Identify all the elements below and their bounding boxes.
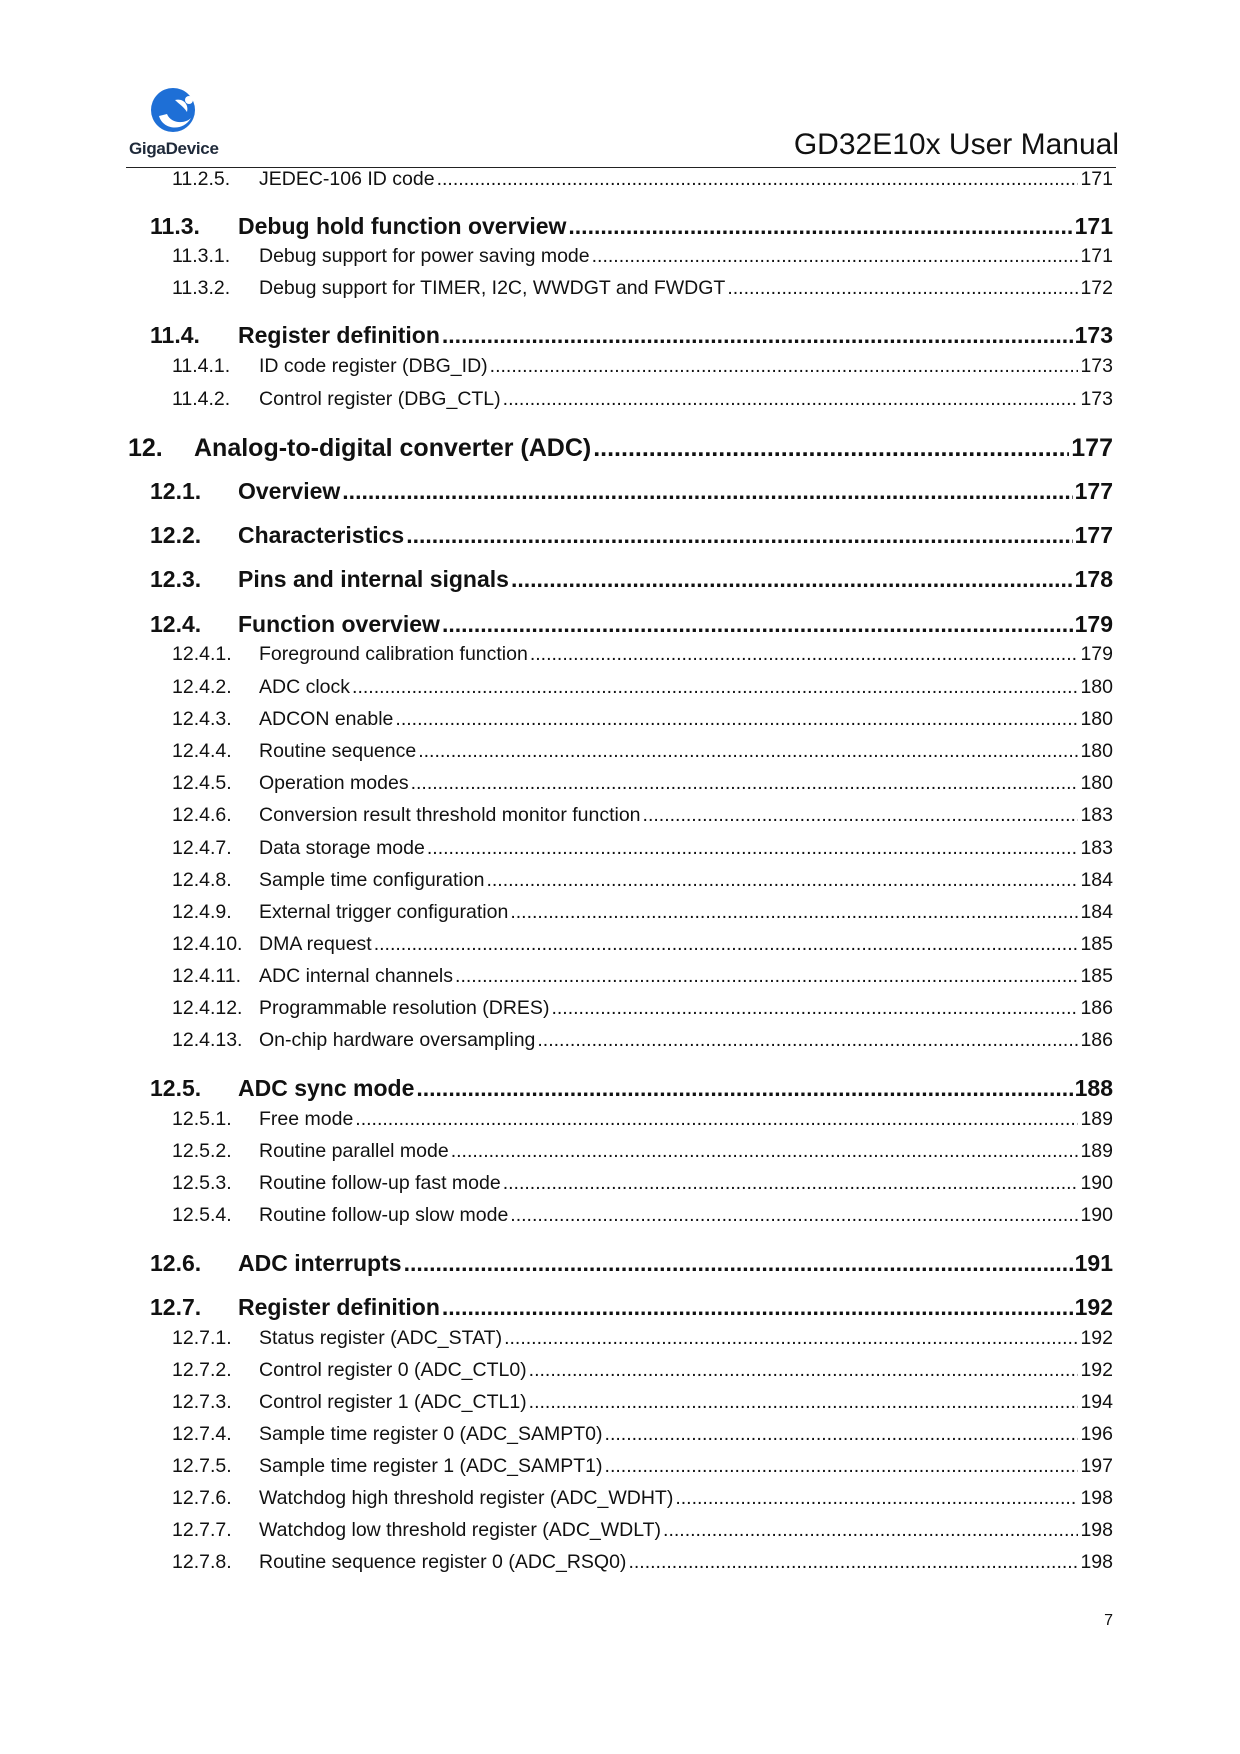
toc-entry[interactable]: [172, 869, 1113, 892]
toc-entry-title: Routine follow-up slow mode: [259, 1204, 509, 1226]
toc-entry-title: Function overview: [238, 611, 440, 637]
toc-entry-number: 11.4.: [150, 322, 200, 348]
toc-leader-dots: [451, 1140, 1079, 1163]
toc-entry-number: 11.3.: [150, 213, 200, 239]
toc-entry-page: 177: [1074, 522, 1113, 548]
toc-entry-page: 180: [1080, 740, 1113, 762]
toc-entry-title: Register definition: [238, 322, 440, 348]
logo-text: GigaDevice: [129, 139, 219, 158]
toc-entry[interactable]: [172, 1204, 1113, 1227]
toc-entry-page: 180: [1080, 708, 1113, 730]
toc-leader-dots: [510, 901, 1078, 924]
toc-entry-page: 186: [1080, 1029, 1113, 1051]
toc-entry-page: 185: [1080, 933, 1113, 955]
toc-entry[interactable]: [172, 1487, 1113, 1510]
toc-entry[interactable]: [172, 965, 1113, 988]
toc-entry-number: 12.7.6.: [172, 1487, 232, 1509]
toc-entry-page: 171: [1080, 168, 1113, 190]
toc-entry-number: 12.4.10.: [172, 933, 243, 955]
toc-leader-dots: [504, 1327, 1078, 1350]
toc-entry-page: 189: [1080, 1140, 1113, 1162]
toc-entry[interactable]: [150, 1250, 1113, 1277]
toc-leader-dots: [486, 869, 1078, 892]
toc-entry-number: 12.5.1.: [172, 1108, 232, 1130]
toc-entry-title: Sample time configuration: [259, 869, 485, 891]
toc-entry-title: Free mode: [259, 1108, 354, 1130]
toc-entry[interactable]: [172, 643, 1113, 666]
toc-entry[interactable]: [172, 837, 1113, 860]
toc-leader-dots: [411, 772, 1079, 795]
document-title: GD32E10x User Manual: [793, 128, 1119, 161]
toc-leader-dots: [442, 611, 1073, 638]
toc-entry[interactable]: [150, 478, 1113, 505]
toc-entry-page: 190: [1080, 1172, 1113, 1194]
toc-entry[interactable]: [172, 933, 1113, 956]
toc-entry-page: 172: [1080, 277, 1113, 299]
toc-entry[interactable]: [172, 355, 1113, 378]
toc-entry-number: 12.: [128, 434, 163, 462]
toc-entry[interactable]: [172, 1455, 1113, 1478]
toc-leader-dots: [511, 566, 1073, 593]
toc-entry-title: Routine sequence register 0 (ADC_RSQ0): [259, 1551, 627, 1573]
toc-entry[interactable]: [172, 388, 1113, 411]
toc-entry-number: 12.7.: [150, 1294, 202, 1320]
toc-entry-page: 197: [1080, 1455, 1113, 1477]
toc-entry[interactable]: [172, 676, 1113, 699]
toc-entry-number: 12.4.6.: [172, 804, 232, 826]
toc-leader-dots: [568, 213, 1072, 240]
toc-entry-number: 11.4.2.: [172, 388, 231, 410]
toc-entry-title: Analog-to-digital converter (ADC): [194, 434, 592, 462]
toc-entry-number: 11.3.1.: [172, 245, 231, 267]
toc-entry-title: Programmable resolution (DRES): [259, 997, 550, 1019]
toc-entry-title: Control register 1 (ADC_CTL1): [259, 1391, 527, 1413]
toc-entry-number: 12.4.13.: [172, 1029, 243, 1051]
toc-entry-number: 11.3.2.: [172, 277, 231, 299]
toc-leader-dots: [605, 1455, 1079, 1478]
toc-leader-dots: [342, 478, 1072, 505]
toc-entry-page: 198: [1080, 1551, 1113, 1573]
toc-entry-title: Control register (DBG_CTL): [259, 388, 501, 410]
toc-entry-title: Pins and internal signals: [238, 566, 509, 592]
toc-entry-title: Routine sequence: [259, 740, 417, 762]
toc-entry-number: 12.5.: [150, 1075, 202, 1101]
toc-entry-page: 173: [1080, 355, 1113, 377]
toc-entry-number: 12.4.2.: [172, 676, 232, 698]
toc-entry[interactable]: [172, 772, 1113, 795]
gigadevice-logo-icon: [149, 86, 201, 136]
toc-leader-dots: [418, 740, 1078, 763]
toc-entry[interactable]: [150, 611, 1113, 638]
toc-entry-title: Sample time register 1 (ADC_SAMPT1): [259, 1455, 603, 1477]
toc-leader-dots: [455, 965, 1078, 988]
toc-entry-page: 171: [1074, 213, 1113, 239]
toc-entry-title: Watchdog low threshold register (ADC_WDLT): [259, 1519, 662, 1541]
toc-entry-number: 11.4.1.: [172, 355, 231, 377]
toc-entry-page: 173: [1074, 322, 1113, 348]
toc-entry-page: 171: [1080, 245, 1113, 267]
toc-entry[interactable]: [150, 566, 1113, 593]
toc-entry-page: 184: [1080, 869, 1113, 891]
toc-entry-page: 192: [1080, 1327, 1113, 1349]
toc-leader-dots: [374, 933, 1079, 956]
toc-entry-page: 194: [1080, 1391, 1113, 1413]
toc-entry-title: ADC interrupts: [238, 1250, 402, 1276]
toc-entry-number: 12.2.: [150, 522, 202, 548]
toc-entry[interactable]: [150, 1075, 1113, 1102]
toc-leader-dots: [643, 804, 1079, 827]
toc-entry-number: 12.5.4.: [172, 1204, 232, 1226]
toc-entry-page: 178: [1074, 566, 1113, 592]
toc-entry-number: 12.7.7.: [172, 1519, 232, 1541]
toc-leader-dots: [675, 1487, 1078, 1510]
toc-entry-title: Status register (ADC_STAT): [259, 1327, 503, 1349]
toc-entry[interactable]: [172, 708, 1113, 731]
toc-entry-title: External trigger configuration: [259, 901, 509, 923]
toc-entry-number: 12.4.4.: [172, 740, 232, 762]
toc-entry[interactable]: [172, 1140, 1113, 1163]
toc-leader-dots: [628, 1551, 1078, 1574]
toc-entry-title: Routine parallel mode: [259, 1140, 449, 1162]
toc-leader-dots: [442, 1294, 1073, 1321]
toc-entry-page: 191: [1074, 1250, 1113, 1276]
toc-leader-dots: [442, 322, 1073, 349]
toc-entry-number: 12.7.8.: [172, 1551, 232, 1573]
toc-entry[interactable]: [172, 740, 1113, 763]
toc-entry-page: 183: [1080, 837, 1113, 859]
toc-entry-title: Debug hold function overview: [238, 213, 567, 239]
toc-entry-page: 186: [1080, 997, 1113, 1019]
toc-entry-page: 173: [1080, 388, 1113, 410]
company-logo: [129, 86, 229, 158]
toc-entry-page: 183: [1080, 804, 1113, 826]
toc-leader-dots: [437, 168, 1079, 191]
toc-leader-dots: [416, 1075, 1072, 1102]
toc-leader-dots: [352, 676, 1078, 699]
toc-entry-page: 198: [1080, 1519, 1113, 1541]
toc-entry-title: Watchdog high threshold register (ADC_WDHT): [259, 1487, 674, 1509]
toc-entry[interactable]: [150, 1294, 1113, 1321]
toc-entry[interactable]: [172, 901, 1113, 924]
page-number: 7: [1104, 1612, 1113, 1629]
toc-entry-title: Overview: [238, 478, 341, 504]
toc-entry-title: Control register 0 (ADC_CTL0): [259, 1359, 527, 1381]
toc-entry-title: Register definition: [238, 1294, 440, 1320]
toc-entry-page: 192: [1080, 1359, 1113, 1381]
toc-entry-page: 185: [1080, 965, 1113, 987]
toc-entry-page: 190: [1080, 1204, 1113, 1226]
toc-entry-number: 12.1.: [150, 478, 202, 504]
toc-leader-dots: [727, 277, 1078, 300]
toc-entry[interactable]: [172, 1551, 1113, 1574]
toc-entry-number: 12.4.9.: [172, 901, 232, 923]
toc-entry-number: 12.7.5.: [172, 1455, 232, 1477]
toc-entry-title: JEDEC-106 ID code: [259, 168, 435, 190]
toc-leader-dots: [605, 1423, 1079, 1446]
toc-entry[interactable]: [172, 277, 1113, 300]
toc-leader-dots: [503, 388, 1079, 411]
toc-entry-title: DMA request: [259, 933, 372, 955]
toc-leader-dots: [395, 708, 1078, 731]
toc-entry-number: 12.4.1.: [172, 643, 232, 665]
toc-entry-number: 12.7.4.: [172, 1423, 232, 1445]
toc-entry-number: 12.7.3.: [172, 1391, 232, 1413]
toc-leader-dots: [490, 355, 1079, 378]
toc-leader-dots: [529, 1391, 1079, 1414]
toc-entry-title: ADCON enable: [259, 708, 394, 730]
toc-leader-dots: [355, 1108, 1078, 1131]
toc-entry[interactable]: [150, 213, 1113, 240]
toc-entry-page: 180: [1080, 676, 1113, 698]
toc-entry-title: Conversion result threshold monitor function: [259, 804, 641, 826]
toc-entry-page: 192: [1074, 1294, 1113, 1320]
toc-entry[interactable]: [172, 804, 1113, 827]
toc-entry-number: 12.4.11.: [172, 965, 242, 987]
toc-entry[interactable]: [172, 1327, 1113, 1350]
toc-entry-number: 12.5.2.: [172, 1140, 232, 1162]
toc-entry-page: 179: [1080, 643, 1113, 665]
toc-entry-page: 184: [1080, 901, 1113, 923]
toc-entry-title: Sample time register 0 (ADC_SAMPT0): [259, 1423, 603, 1445]
toc-entry[interactable]: [172, 1359, 1113, 1382]
toc-entry-number: 11.2.5.: [172, 168, 231, 190]
toc-entry[interactable]: [172, 168, 1113, 191]
toc-entry-title: On-chip hardware oversampling: [259, 1029, 536, 1051]
toc-entry-title: ADC sync mode: [238, 1075, 415, 1101]
toc-entry-number: 12.4.7.: [172, 837, 232, 859]
toc-entry-number: 12.3.: [150, 566, 202, 592]
toc-entry[interactable]: [150, 522, 1113, 549]
toc-entry-page: 198: [1080, 1487, 1113, 1509]
toc-entry-title: Operation modes: [259, 772, 409, 794]
toc-entry-page: 179: [1074, 611, 1113, 637]
toc-entry-page: 189: [1080, 1108, 1113, 1130]
toc-entry-page: 177: [1074, 478, 1113, 504]
toc-entry-title: Foreground calibration function: [259, 643, 528, 665]
toc-entry[interactable]: [172, 997, 1113, 1020]
toc-entry-number: 12.4.12.: [172, 997, 243, 1019]
toc-entry-number: 12.7.2.: [172, 1359, 232, 1381]
toc-leader-dots: [404, 1250, 1073, 1277]
toc-entry-page: 196: [1080, 1423, 1113, 1445]
toc-entry[interactable]: [172, 1391, 1113, 1414]
toc-entry-page: 188: [1074, 1075, 1113, 1101]
toc-entry[interactable]: [172, 245, 1113, 268]
toc-entry-number: 12.7.1.: [172, 1327, 232, 1349]
toc-leader-dots: [503, 1172, 1079, 1195]
toc-entry[interactable]: [172, 1029, 1113, 1052]
toc-entry-page: 180: [1080, 772, 1113, 794]
toc-entry-title: Characteristics: [238, 522, 405, 548]
toc-leader-dots: [510, 1204, 1078, 1227]
toc-leader-dots: [593, 434, 1069, 463]
toc-entry-number: 12.4.: [150, 611, 202, 637]
toc-entry-title: ADC internal channels: [259, 965, 454, 987]
toc-leader-dots: [427, 837, 1079, 860]
toc-leader-dots: [663, 1519, 1078, 1542]
toc-entry-page: 177: [1071, 434, 1113, 462]
toc-entry-number: 12.5.3.: [172, 1172, 232, 1194]
toc-entry[interactable]: [150, 322, 1113, 349]
toc-entry[interactable]: [172, 1108, 1113, 1131]
toc-entry-number: 12.4.3.: [172, 708, 232, 730]
toc-entry-title: Data storage mode: [259, 837, 425, 859]
toc-entry-title: Debug support for TIMER, I2C, WWDGT and FWDGT: [259, 277, 726, 299]
toc-entry-number: 12.6.: [150, 1250, 202, 1276]
toc-entry-title: Debug support for power saving mode: [259, 245, 590, 267]
toc-leader-dots: [592, 245, 1079, 268]
toc-entry-title: ADC clock: [259, 676, 351, 698]
toc-entry-number: 12.4.5.: [172, 772, 232, 794]
toc-entry[interactable]: [172, 1519, 1113, 1542]
toc-entry[interactable]: [172, 1172, 1113, 1195]
toc-leader-dots: [551, 997, 1078, 1020]
toc-entry-title: ID code register (DBG_ID): [259, 355, 488, 377]
toc-entry-title: Routine follow-up fast mode: [259, 1172, 501, 1194]
toc-entry[interactable]: [128, 434, 1113, 463]
toc-leader-dots: [406, 522, 1072, 549]
toc-leader-dots: [530, 643, 1079, 666]
toc-entry[interactable]: [172, 1423, 1113, 1446]
toc-entry-number: 12.4.8.: [172, 869, 232, 891]
toc-leader-dots: [529, 1359, 1079, 1382]
toc-leader-dots: [537, 1029, 1078, 1052]
